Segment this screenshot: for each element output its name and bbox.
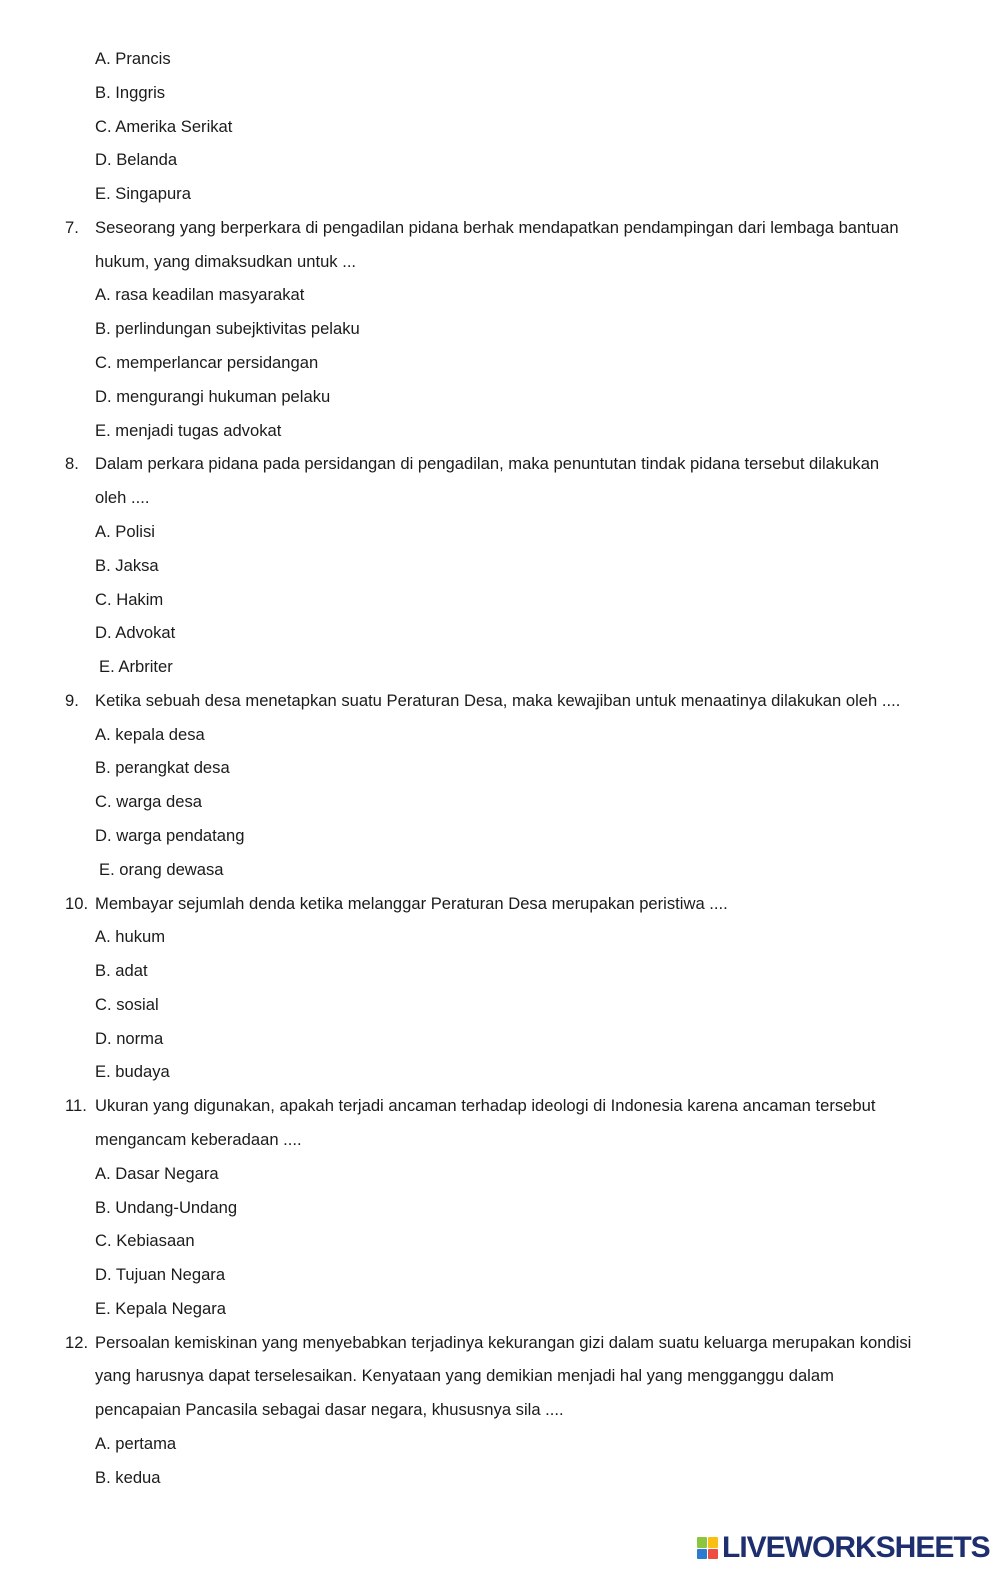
question-text: Persoalan kemiskinan yang menyebabkan terjadinya kekurangan gizi dalam suatu keluarga merupakan kondisi — [95, 1332, 912, 1352]
question-number: 12. — [65, 1332, 89, 1352]
question-text: Ketika sebuah desa menetapkan suatu Peraturan Desa, maka kewajiban untuk menaatinya dilakukan oleh .... — [95, 690, 901, 710]
question-number: 11. — [65, 1096, 87, 1116]
logo-block-icon — [708, 1537, 718, 1548]
option-a[interactable]: A. Dasar Negara — [95, 1163, 219, 1183]
option-d[interactable]: D. norma — [95, 1028, 164, 1048]
question-8 — [0, 447, 1000, 683]
question-11 — [0, 1089, 1000, 1325]
option-d[interactable]: D. mengurangi hukuman pelaku — [95, 386, 331, 406]
question-stem — [0, 684, 1000, 718]
question-text: Seseorang yang berperkara di pengadilan pidana berhak mendapatkan pendampingan dari lembaga bantuan — [95, 217, 899, 237]
logo-block-icon — [708, 1549, 718, 1560]
option-d[interactable]: D. Belanda — [95, 150, 178, 170]
option-c[interactable]: C. Kebiasaan — [95, 1231, 195, 1251]
question-text: Ukuran yang digunakan, apakah terjadi ancaman terhadap ideologi di Indonesia karena ancaman tersebut — [95, 1096, 876, 1116]
worksheet-content — [0, 42, 1000, 1495]
question-stem — [0, 1089, 1000, 1123]
option-e[interactable]: E. Arbriter — [99, 657, 173, 677]
question-text-continued: pencapaian Pancasila sebagai dasar negara, khususnya sila .... — [95, 1400, 564, 1420]
option-c[interactable]: C. sosial — [95, 994, 159, 1014]
option-a[interactable]: A. rasa keadilan masyarakat — [95, 285, 305, 305]
option-e[interactable]: E. Kepala Negara — [95, 1298, 226, 1318]
option-b[interactable]: B. perangkat desa — [95, 758, 230, 778]
question-stem — [0, 887, 1000, 921]
question-text: Dalam perkara pidana pada persidangan di pengadilan, maka penuntutan tindak pidana tersebut dilakukan — [95, 454, 880, 474]
option-d[interactable]: D. Tujuan Negara — [95, 1265, 226, 1285]
question-text-continued: yang harusnya dapat terselesaikan. Kenyataan yang demikian menjadi hal yang mengganggu dalam — [95, 1366, 834, 1386]
liveworksheets-logo-icon — [697, 1537, 718, 1559]
question-12 — [0, 1326, 1000, 1495]
option-b[interactable]: B. Jaksa — [95, 555, 159, 575]
option-b[interactable]: B. Inggris — [95, 82, 166, 102]
logo-block-icon — [697, 1537, 707, 1548]
option-b[interactable]: B. kedua — [95, 1467, 161, 1487]
liveworksheets-logo[interactable] — [697, 1533, 997, 1565]
option-a[interactable]: A. Polisi — [95, 521, 155, 541]
option-c[interactable]: C. warga desa — [95, 792, 202, 812]
question-text-continued: mengancam keberadaan .... — [95, 1130, 302, 1149]
question-number: 7. — [65, 217, 79, 237]
option-c[interactable]: C. memperlancar persidangan — [95, 353, 319, 373]
option-e[interactable]: E. menjadi tugas advokat — [95, 420, 282, 440]
question-number: 8. — [65, 454, 79, 474]
question-stem — [0, 1326, 1000, 1360]
question-6-options — [0, 42, 1000, 211]
option-a[interactable]: A. Prancis — [95, 49, 171, 68]
question-9 — [0, 684, 1000, 887]
question-number: 9. — [65, 690, 79, 710]
option-b[interactable]: B. adat — [95, 961, 148, 981]
question-stem — [0, 211, 1000, 245]
option-e[interactable]: E. Singapura — [95, 184, 191, 204]
question-7 — [0, 211, 1000, 447]
question-number: 10. — [65, 893, 89, 913]
option-b[interactable]: B. perlindungan subejktivitas pelaku — [95, 319, 360, 339]
logo-text: LIVEWORKSHEETS — [722, 1531, 990, 1564]
option-e[interactable]: E. budaya — [95, 1062, 170, 1082]
option-a[interactable]: A. hukum — [95, 927, 166, 947]
question-text: Membayar sejumlah denda ketika melanggar Peraturan Desa merupakan peristiwa .... — [95, 893, 728, 913]
option-d[interactable]: D. warga pendatang — [95, 825, 245, 845]
option-a[interactable]: A. kepala desa — [95, 724, 205, 744]
option-d[interactable]: D. Advokat — [95, 623, 176, 643]
logo-block-icon — [697, 1549, 707, 1560]
option-b[interactable]: B. Undang-Undang — [95, 1197, 238, 1217]
question-text-continued: oleh .... — [95, 488, 150, 508]
option-c[interactable]: C. Amerika Serikat — [95, 116, 233, 136]
option-a[interactable]: A. pertama — [95, 1434, 177, 1454]
question-text-continued: hukum, yang dimaksudkan untuk ... — [95, 251, 357, 271]
option-e[interactable]: E. orang dewasa — [99, 859, 224, 879]
question-10 — [0, 887, 1000, 1090]
question-stem — [0, 447, 1000, 481]
option-c[interactable]: C. Hakim — [95, 589, 164, 609]
